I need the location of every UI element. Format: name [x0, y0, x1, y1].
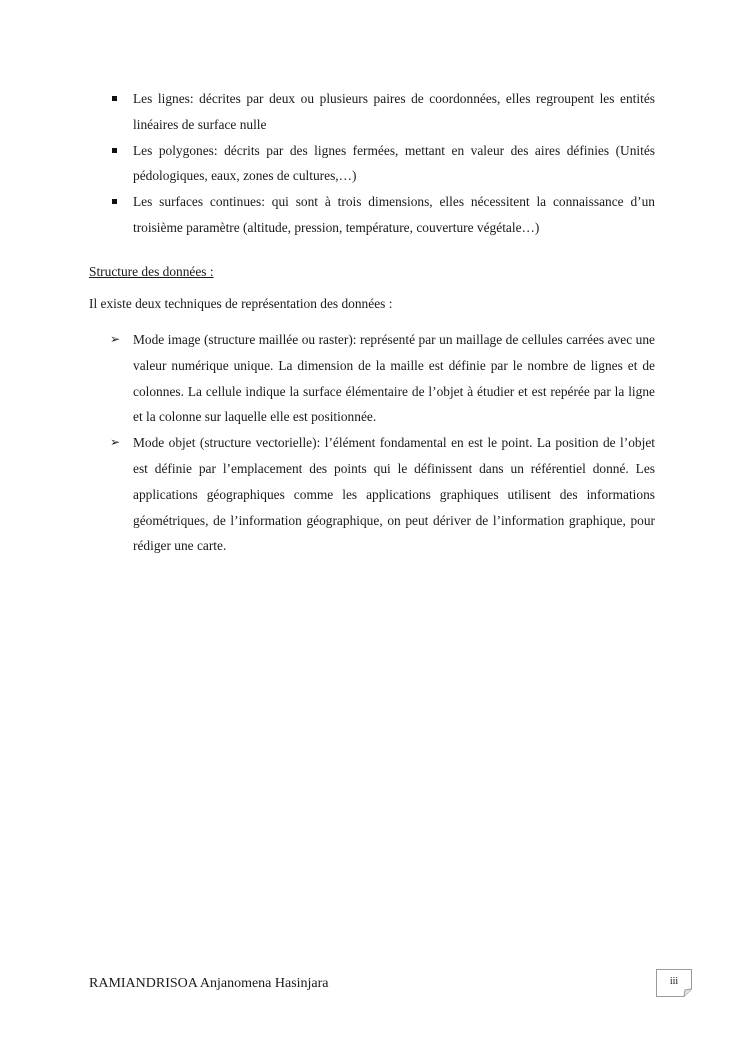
list-item-text: Les surfaces continues: qui sont à trois dimensions, elles nécessitent la connaissance d’un troisième paramètre (altitude, pression, température, couverture végétale…)	[133, 194, 655, 235]
page-number-badge	[656, 969, 692, 997]
list-item	[108, 86, 655, 138]
footer-author: RAMIANDRISOA Anjanomena Hasinjara	[89, 976, 329, 991]
list-item-text: Mode objet (structure vectorielle): l’élément fondamental en est le point. La position de l’objet est définie par l’emplacement des points qui le définissent dans un référentiel donné. Les applications géographiques comme les applications graphiques utilisent des informations géométriques, de l’information géographique, on peut dériver de l’information graphique, pour rédiger une carte.	[133, 435, 655, 554]
list-item	[108, 327, 655, 430]
square-bullet-icon	[112, 96, 117, 101]
list-item	[108, 430, 655, 559]
geometry-types-list	[108, 86, 655, 241]
arrow-bullet-icon: ➢	[110, 435, 121, 450]
intro-paragraph: Il existe deux techniques de représentation des données :	[89, 296, 393, 311]
square-bullet-icon	[112, 148, 117, 153]
list-item-text: Les lignes: décrites par deux ou plusieurs paires de coordonnées, elles regroupent les entités linéaires de surface nulle	[133, 91, 655, 132]
section-heading: Structure des données :	[89, 264, 214, 279]
arrow-bullet-icon: ➢	[110, 332, 121, 346]
list-item	[108, 189, 655, 241]
list-item	[108, 138, 655, 190]
page-number: iii	[669, 976, 679, 987]
data-modes-list	[108, 327, 655, 559]
list-item-text: Mode image (structure maillée ou raster): représenté par un maillage de cellules carrées avec une valeur numérique unique. La dimension de la maille est définie par le nombre de lignes et de colonnes. La cellule indique la surface élémentaire de l’objet à étudier et est repérée par la ligne et la colonne sur laquelle elle est positionnée.	[133, 332, 655, 425]
list-item-text: Les polygones: décrits par des lignes fermées, mettant en valeur des aires définies (Unités pédologiques, eaux, zones de cultures,…)	[133, 142, 655, 184]
square-bullet-icon	[112, 199, 117, 204]
